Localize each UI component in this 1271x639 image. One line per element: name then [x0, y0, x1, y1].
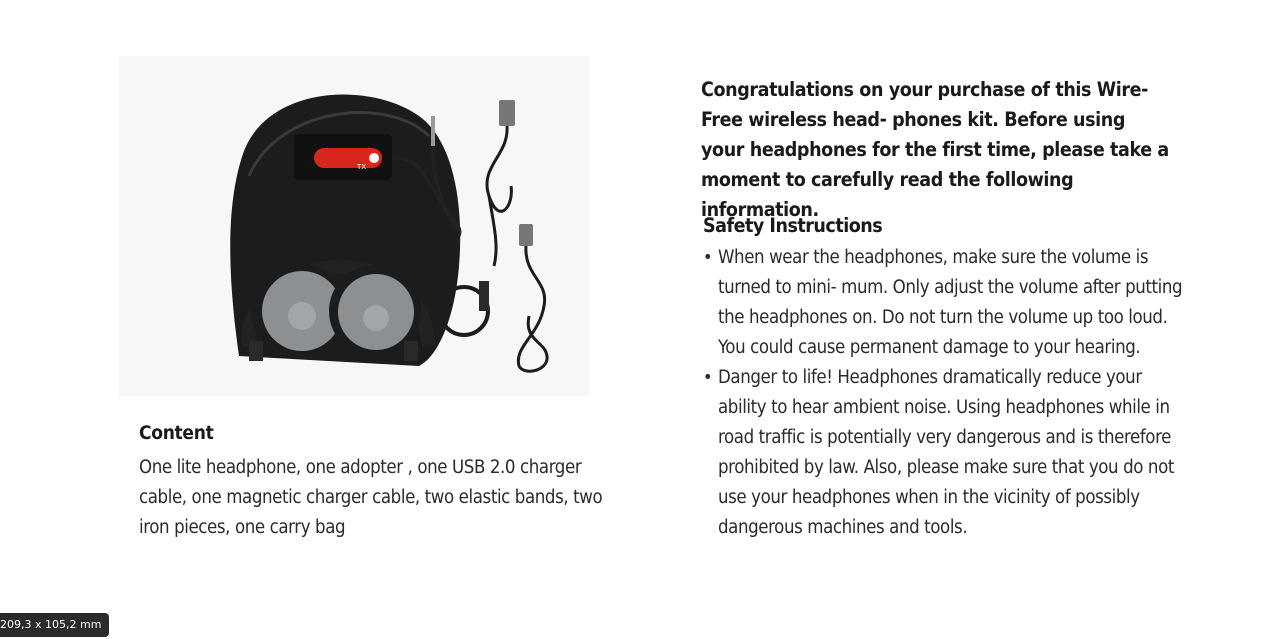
usb-plug: [499, 100, 515, 126]
product-photo: [119, 56, 589, 396]
audio-jack: [431, 116, 435, 146]
safety-item-text: Danger to life! Headphones dramatically reduce your ability to hear ambient noise. Using headphones while in road traffic is potentially very dangerous and is therefore prohibited by law. Also, please make sure that you do not use your headphones when in the vicinity of possibly dangerous machines and tools.: [718, 367, 1174, 538]
dimensions-status: 209,3 x 105,2 mm: [0, 613, 109, 637]
magnetic-cable: [518, 246, 547, 371]
safety-item-text: When wear the headphones, make sure the volume is turned to mini- mum. Only adjust the volume after putting the headphones on. Do not turn the volume up too loud. You could cause permanent damage to your hearing.: [718, 247, 1183, 358]
headphone-kit-image: [119, 56, 589, 396]
usb-cable: [487, 126, 511, 266]
device-label: TX: [357, 163, 367, 171]
intro-paragraph: Congratulations on your purchase of this Wire-Free wireless head- phones kit. Before using your headphones for the first time, please take a moment to carefully read the following information.: [701, 78, 1169, 221]
safety-item: [703, 243, 1183, 363]
bullet-icon: •: [703, 247, 713, 268]
safety-heading: Safety Instructions: [703, 214, 883, 237]
safety-list: [703, 243, 1183, 543]
content-description: One lite headphone, one adopter , one USB 2.0 charger cable, one magnetic charger cable, two elastic bands, two iron pieces, one carry bag: [139, 457, 603, 538]
safety-item: [703, 363, 1183, 543]
content-heading: Content: [139, 422, 214, 444]
bullet-icon: •: [703, 367, 713, 388]
